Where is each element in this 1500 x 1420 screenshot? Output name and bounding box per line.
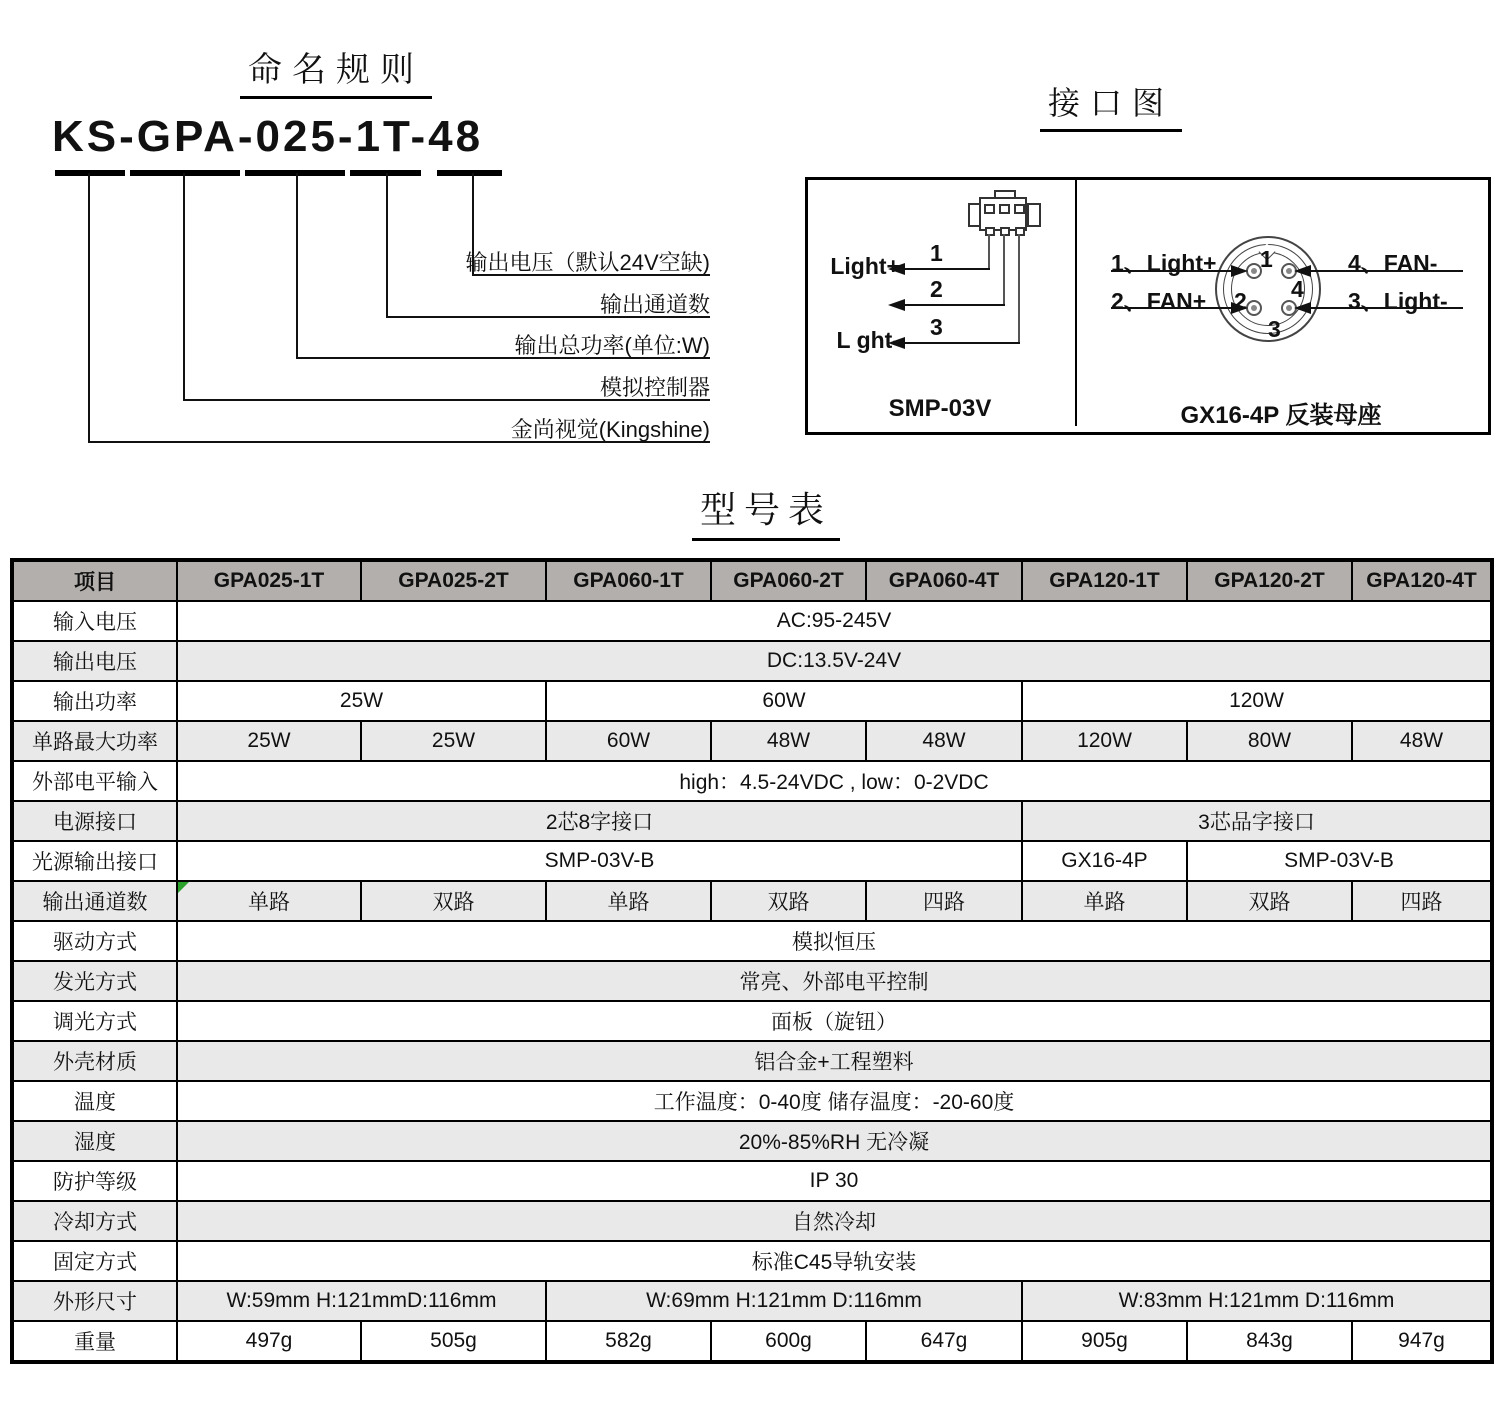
spec-cell: 20%-85%RH 无冷凝 xyxy=(177,1121,1492,1161)
spec-cell: 面板（旋钮） xyxy=(177,1001,1492,1041)
callout-label-power: 输出总功率(单位:W) xyxy=(514,333,710,358)
row-label: 光源输出接口 xyxy=(12,841,177,881)
callout-line xyxy=(183,173,185,401)
spec-cell: 自然冷却 xyxy=(177,1201,1492,1241)
spec-cell: 四路 xyxy=(1352,881,1492,921)
spec-cell: 25W xyxy=(177,721,361,761)
spec-cell: 120W xyxy=(1022,721,1187,761)
smp-pin-number: 3 xyxy=(930,314,943,340)
smp-wire xyxy=(988,234,990,269)
spec-table-header-row xyxy=(12,560,1492,601)
row-label: 电源接口 xyxy=(12,801,177,841)
smp-wire xyxy=(1018,234,1020,343)
column-header-model: GPA120-2T xyxy=(1187,560,1352,601)
spec-cell: 60W xyxy=(546,681,1022,721)
callout-line xyxy=(296,173,298,359)
spec-cell: high：4.5-24VDC , low：0-2VDC xyxy=(177,761,1492,801)
callout-line xyxy=(88,173,90,443)
column-header-model: GPA060-1T xyxy=(546,560,711,601)
row-label: 外壳材质 xyxy=(12,1041,177,1081)
row-label: 输出通道数 xyxy=(12,881,177,921)
column-header-item: 项目 xyxy=(12,560,177,601)
model-table-title: 型号表 xyxy=(692,482,840,541)
cell-comment-marker xyxy=(178,882,189,893)
spec-cell: 3芯品字接口 xyxy=(1022,801,1492,841)
table-row xyxy=(12,1121,1492,1161)
spec-cell: AC:95-245V xyxy=(177,601,1492,641)
smp-wire xyxy=(905,268,990,270)
table-row xyxy=(12,881,1492,921)
smp-connector-hole xyxy=(984,204,995,214)
spec-cell: 25W xyxy=(361,721,546,761)
table-row xyxy=(12,841,1492,881)
callout-label-brand: 金尚视觉(Kingshine) xyxy=(510,417,710,442)
table-row xyxy=(12,1081,1492,1121)
spec-cell: 模拟恒压 xyxy=(177,921,1492,961)
spec-cell: GX16-4P xyxy=(1022,841,1187,881)
gx-pin-label: 2、FAN+ xyxy=(1111,288,1207,314)
smp-wire xyxy=(905,304,1005,306)
column-header-model: GPA025-1T xyxy=(177,560,361,601)
spec-cell: 60W xyxy=(546,721,711,761)
spec-cell: 双路 xyxy=(1187,881,1352,921)
spec-cell: 工作温度：0-40度 储存温度：-20-60度 xyxy=(177,1081,1492,1121)
spec-cell: 505g xyxy=(361,1321,546,1362)
smp-pin-number: 1 xyxy=(930,240,943,266)
table-row xyxy=(12,1161,1492,1201)
spec-cell: 48W xyxy=(711,721,866,761)
spec-cell: 48W xyxy=(866,721,1022,761)
spec-cell: 2芯8字接口 xyxy=(177,801,1022,841)
table-row xyxy=(12,721,1492,761)
table-row xyxy=(12,801,1492,841)
row-label: 发光方式 xyxy=(12,961,177,1001)
underline-bar-gpa xyxy=(130,170,240,176)
row-label: 输出功率 xyxy=(12,681,177,721)
table-row xyxy=(12,921,1492,961)
spec-cell: 843g xyxy=(1187,1321,1352,1362)
spec-cell: 单路 xyxy=(177,881,361,921)
underline-bar-48 xyxy=(437,170,502,176)
spec-cell: 48W xyxy=(1352,721,1492,761)
smp-connector-hole xyxy=(1014,204,1025,214)
gx-pin-number: 2 xyxy=(1234,288,1247,314)
column-header-model: GPA060-2T xyxy=(711,560,866,601)
smp-connector-pin xyxy=(985,227,995,236)
smp-pin-label: L ght- xyxy=(836,327,900,353)
row-label: 重量 xyxy=(12,1321,177,1362)
naming-rules-title: 命名规则 xyxy=(240,42,432,99)
smp-wire xyxy=(1003,234,1005,305)
spec-cell: 标准C45导轨安装 xyxy=(177,1241,1492,1281)
row-label: 外部电平输入 xyxy=(12,761,177,801)
spec-cell: 单路 xyxy=(1022,881,1187,921)
smp-pin-number: 2 xyxy=(930,276,943,302)
gx-pin-label: 4、FAN- xyxy=(1348,250,1438,276)
smp-connector-hole xyxy=(999,204,1010,214)
spec-cell: 905g xyxy=(1022,1321,1187,1362)
spec-cell: 单路 xyxy=(546,881,711,921)
spec-cell: SMP-03V-B xyxy=(1187,841,1492,881)
arrow-left-icon xyxy=(1294,302,1311,314)
row-label: 外形尺寸 xyxy=(12,1281,177,1321)
spec-cell: 25W xyxy=(177,681,546,721)
gx-pin-label: 1、Light+ xyxy=(1111,250,1217,276)
spec-cell: IP 30 xyxy=(177,1161,1492,1201)
spec-cell: 120W xyxy=(1022,681,1492,721)
table-row xyxy=(12,761,1492,801)
smp-connector-body xyxy=(979,197,1027,231)
spec-cell: 双路 xyxy=(711,881,866,921)
spec-cell: DC:13.5V-24V xyxy=(177,641,1492,681)
gx-pin-number: 3 xyxy=(1268,316,1281,342)
row-label: 单路最大功率 xyxy=(12,721,177,761)
spec-cell: 600g xyxy=(711,1321,866,1362)
column-header-model: GPA120-1T xyxy=(1022,560,1187,601)
smp-connector-pin xyxy=(1000,227,1010,236)
column-header-model: GPA060-4T xyxy=(866,560,1022,601)
row-label: 调光方式 xyxy=(12,1001,177,1041)
smp-caption: SMP-03V xyxy=(888,395,992,422)
table-row xyxy=(12,641,1492,681)
row-label: 固定方式 xyxy=(12,1241,177,1281)
spec-cell: 497g xyxy=(177,1321,361,1362)
arrow-right-icon xyxy=(1231,265,1248,277)
table-row xyxy=(12,961,1492,1001)
smp-wire xyxy=(905,342,1020,344)
spec-table xyxy=(10,558,1494,1364)
model-number-text: KS-GPA-025-1T-48 xyxy=(52,112,484,161)
smp-connector-pin xyxy=(1015,227,1025,236)
spec-cell: 铝合金+工程塑料 xyxy=(177,1041,1492,1081)
spec-cell: 80W xyxy=(1187,721,1352,761)
row-label: 防护等级 xyxy=(12,1161,177,1201)
spec-cell: W:83mm H:121mm D:116mm xyxy=(1022,1281,1492,1321)
row-label: 输入电压 xyxy=(12,601,177,641)
table-row xyxy=(12,1241,1492,1281)
smp-connector-wing-right xyxy=(1027,203,1041,227)
smp-pin-label: Light+ xyxy=(830,253,900,279)
spec-cell: 四路 xyxy=(866,881,1022,921)
spec-cell: W:59mm H:121mmD:116mm xyxy=(177,1281,546,1321)
spec-table-head xyxy=(12,560,1492,601)
column-header-model: GPA025-2T xyxy=(361,560,546,601)
table-row xyxy=(12,681,1492,721)
underline-bar-025 xyxy=(245,170,345,176)
interface-diagram-title: 接口图 xyxy=(1040,78,1182,132)
row-label: 湿度 xyxy=(12,1121,177,1161)
spec-cell: W:69mm H:121mm D:116mm xyxy=(546,1281,1022,1321)
spec-cell: 647g xyxy=(866,1321,1022,1362)
spec-cell: 双路 xyxy=(361,881,546,921)
gx-pin-number: 4 xyxy=(1291,276,1304,302)
table-row xyxy=(12,601,1492,641)
spec-cell: 582g xyxy=(546,1321,711,1362)
gx-caption: GX16-4P 反装母座 xyxy=(1180,402,1382,429)
interface-box-divider xyxy=(1075,180,1077,426)
row-label: 输出电压 xyxy=(12,641,177,681)
underline-bar-ks xyxy=(55,170,125,176)
spec-table-body xyxy=(12,601,1492,1362)
table-row xyxy=(12,1041,1492,1081)
callout-label-channels: 输出通道数 xyxy=(599,292,710,317)
row-label: 温度 xyxy=(12,1081,177,1121)
table-row xyxy=(12,1281,1492,1321)
column-header-model: GPA120-4T xyxy=(1352,560,1492,601)
row-label: 驱动方式 xyxy=(12,921,177,961)
table-row xyxy=(12,1001,1492,1041)
spec-cell: 947g xyxy=(1352,1321,1492,1362)
arrow-right-icon xyxy=(1231,302,1248,314)
spec-cell: 常亮、外部电平控制 xyxy=(177,961,1492,1001)
callout-label-controller: 模拟控制器 xyxy=(599,375,710,400)
table-row xyxy=(12,1321,1492,1362)
gx-pin-number: 1 xyxy=(1260,246,1273,272)
table-row xyxy=(12,1201,1492,1241)
callout-label-voltage: 输出电压（默认24V空缺) xyxy=(465,250,710,275)
arrow-left-icon xyxy=(888,299,905,311)
row-label: 冷却方式 xyxy=(12,1201,177,1241)
spec-cell: SMP-03V-B xyxy=(177,841,1022,881)
gx-pin-2 xyxy=(1246,300,1262,316)
gx-pin-label: 3、Light- xyxy=(1348,288,1448,314)
arrow-left-icon xyxy=(1294,265,1311,277)
